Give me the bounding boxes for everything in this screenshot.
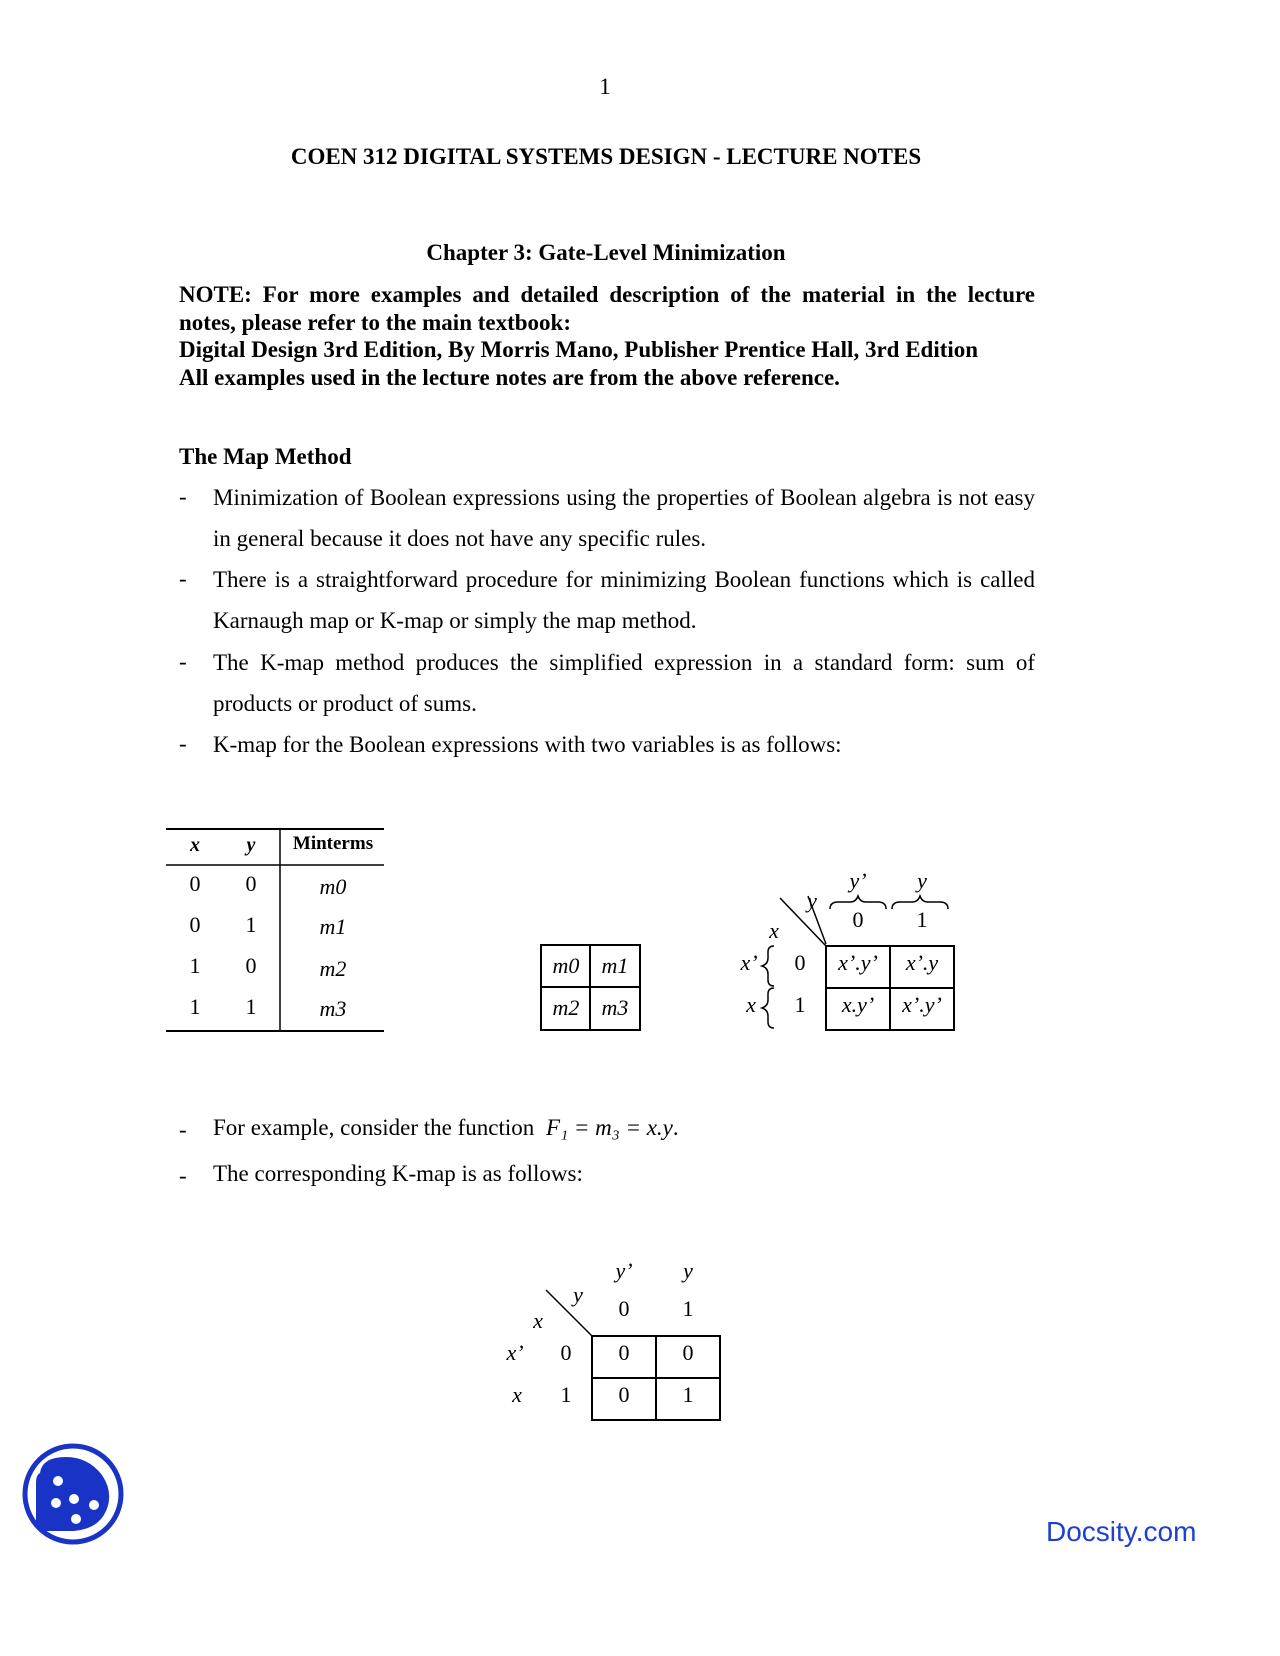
kmap-row-var: x’: [506, 1340, 524, 1365]
kmap-col-value: 1: [916, 907, 928, 932]
kmap-row-var: x: [512, 1382, 522, 1407]
bullet-item: Minimization of Boolean expressions using the properties of Boolean algebra is not easy in general because it does not have any specific rules.: [213, 485, 1035, 551]
kmap-corner-x: x: [769, 918, 779, 943]
kmap-col-var: y’: [615, 1258, 633, 1283]
note-line-3: Digital Design 3rd Edition, By Morris Mano, Publisher Prentice Hall, 3rd Edition: [179, 337, 979, 362]
table-cell: 1: [245, 994, 257, 1019]
table-cell: m3: [319, 996, 347, 1021]
kmap-cell: 0: [682, 1340, 694, 1365]
column-header: y: [246, 834, 256, 856]
truth-table: [166, 828, 386, 1034]
note-line-2: notes, please refer to the main textbook:: [179, 309, 571, 335]
example-formula: F₁ = m₃ = x.y: [546, 1115, 673, 1140]
kmap-row-value: 1: [560, 1382, 572, 1407]
minterm-grid: [540, 944, 642, 1032]
bullet-marker: -: [179, 649, 187, 674]
kmap-row-value: 1: [794, 992, 806, 1017]
note-line-4: All examples used in the lecture notes are from the above reference.: [179, 364, 840, 390]
kmap-cell: x’.y’: [838, 950, 878, 975]
table-cell: 1: [189, 994, 201, 1019]
example-line: [213, 1115, 679, 1141]
kmap-col-var: y: [683, 1258, 693, 1283]
kmap-row-value: 0: [560, 1340, 572, 1365]
table-cell: 0: [245, 871, 257, 896]
kmap-col-value: 1: [682, 1296, 694, 1321]
note-block: [179, 281, 1035, 391]
kmap-row-var: x’: [740, 950, 758, 975]
kmap-row-value: 0: [794, 950, 806, 975]
docsity-logo-icon: [22, 1443, 124, 1545]
kmap-col-value: 0: [852, 907, 864, 932]
example-period: .: [672, 1115, 679, 1140]
table-cell: 1: [189, 953, 201, 978]
docsity-brand-link[interactable]: Docsity.com: [1046, 1516, 1197, 1547]
kmap-intro: The corresponding K-map is as follows:: [213, 1161, 583, 1186]
example-text: For example, consider the function: [213, 1115, 535, 1140]
section-title: The Map Method: [179, 444, 352, 469]
note-line-1: NOTE: For more examples and detailed description of the material in the lecture: [179, 282, 1035, 307]
minterm-cell: m3: [601, 995, 629, 1020]
bullet-marker: -: [179, 1163, 187, 1188]
bullet-marker: -: [179, 1117, 187, 1142]
table-cell: 0: [189, 871, 201, 896]
kmap-generic: [730, 862, 970, 1042]
kmap-cell: x’.y’: [902, 992, 942, 1017]
bullet-marker: -: [179, 731, 187, 756]
bullet-item: K-map for the Boolean expressions with two variables is as follows:: [213, 732, 842, 757]
minterm-cell: m1: [601, 953, 629, 978]
table-cell: 0: [245, 953, 257, 978]
column-header: x: [190, 834, 200, 856]
table-cell: 0: [189, 912, 201, 937]
table-cell: m2: [319, 956, 347, 981]
chapter-title: Chapter 3: Gate-Level Minimization: [426, 240, 786, 265]
kmap-example: [500, 1252, 730, 1428]
document-title: COEN 312 DIGITAL SYSTEMS DESIGN - LECTURE NOTES: [290, 144, 922, 169]
kmap-row-var: x: [746, 992, 756, 1017]
kmap-col-value: 0: [618, 1296, 630, 1321]
kmap-col-var: y: [917, 868, 927, 893]
kmap-cell: x’.y: [905, 950, 939, 975]
minterm-cell: m2: [552, 995, 580, 1020]
column-header: Minterms: [292, 833, 374, 854]
kmap-cell: 0: [618, 1340, 630, 1365]
kmap-col-var: y’: [849, 868, 867, 893]
page-number: 1: [599, 74, 611, 99]
minterm-cell: m0: [552, 953, 580, 978]
table-cell: 1: [245, 912, 257, 937]
kmap-corner-y: y: [573, 1282, 583, 1307]
bullet-item: The K-map method produces the simplified expression in a standard form: sum of products or product of sums.: [213, 650, 1035, 716]
kmap-cell: x.y’: [841, 992, 875, 1017]
table-cell: m0: [319, 874, 347, 899]
table-cell: m1: [319, 914, 347, 939]
bullet-marker: -: [179, 566, 187, 591]
kmap-corner-y: y: [807, 888, 817, 913]
bullet-item: There is a straightforward procedure for minimizing Boolean functions which is called Karnaugh map or K-map or simply the map method.: [213, 567, 1035, 633]
bullet-marker: -: [179, 484, 187, 509]
kmap-cell: 1: [682, 1382, 694, 1407]
kmap-cell: 0: [618, 1382, 630, 1407]
kmap-corner-x: x: [533, 1308, 543, 1333]
